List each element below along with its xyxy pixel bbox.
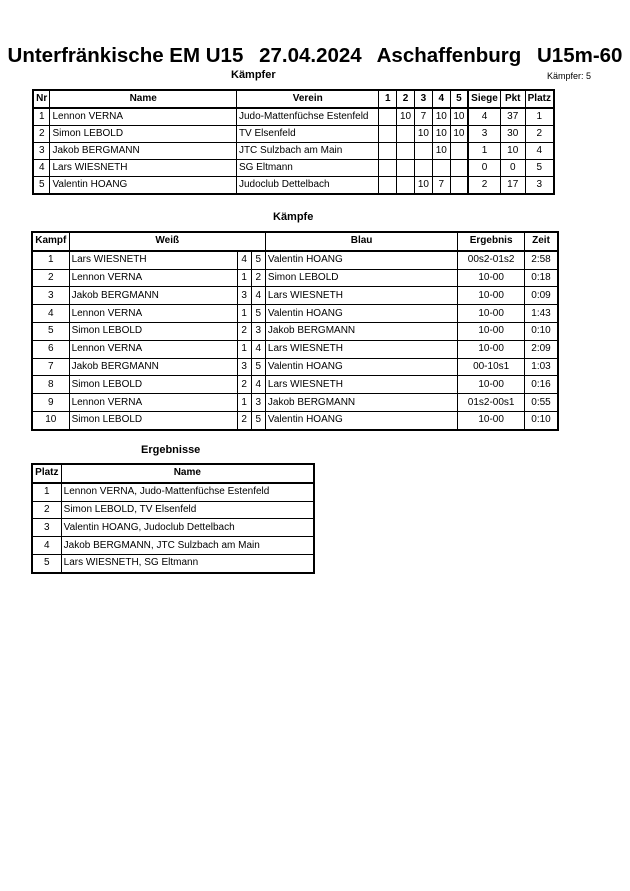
fight-number: 6 xyxy=(32,340,69,358)
fighter-r1 xyxy=(379,177,397,195)
fight-time: 0:55 xyxy=(525,394,558,412)
fight-white: Lars WIESNETH xyxy=(69,251,237,269)
fight-white: Lennon VERNA xyxy=(69,305,237,323)
col-name: Name xyxy=(50,90,236,108)
fighter-r4 xyxy=(432,160,450,177)
result-row xyxy=(32,554,314,572)
fight-blue-nr: 5 xyxy=(251,251,265,269)
result-row xyxy=(32,483,314,501)
fight-time: 0:09 xyxy=(525,287,558,305)
fight-row xyxy=(32,322,558,340)
fighter-nr: 4 xyxy=(33,160,50,177)
fighter-nr: 2 xyxy=(33,126,50,143)
fight-white-nr: 2 xyxy=(237,376,251,394)
fight-blue: Jakob BERGMANN xyxy=(265,394,457,412)
fighter-name: Lars WIESNETH xyxy=(50,160,236,177)
col-r5: 5 xyxy=(450,90,468,108)
fight-row xyxy=(32,340,558,358)
fighter-r4: 10 xyxy=(432,126,450,143)
fighter-nr: 5 xyxy=(33,177,50,195)
fighter-club: JTC Sulzbach am Main xyxy=(236,143,379,160)
results-table xyxy=(31,463,315,574)
fighters-section-title: Kämpfer xyxy=(231,69,276,81)
fighter-name: Simon LEBOLD xyxy=(50,126,236,143)
fighter-r1 xyxy=(379,126,397,143)
fight-white: Lennon VERNA xyxy=(69,269,237,287)
fight-blue-nr: 5 xyxy=(251,305,265,323)
title-event: Unterfränkische EM U15 xyxy=(7,44,244,67)
col-zeit: Zeit xyxy=(525,232,558,251)
fight-row xyxy=(32,305,558,323)
col-ergebnis: Ergebnis xyxy=(458,232,525,251)
fight-white: Simon LEBOLD xyxy=(69,322,237,340)
fight-number: 8 xyxy=(32,376,69,394)
page-title xyxy=(0,44,630,68)
fighter-r5 xyxy=(450,160,468,177)
result-name: Jakob BERGMANN, JTC Sulzbach am Main xyxy=(61,537,314,555)
fighter-pkt: 0 xyxy=(500,160,525,177)
fight-white-nr: 1 xyxy=(237,340,251,358)
result-platz: 3 xyxy=(32,519,61,537)
fight-result: 10-00 xyxy=(458,411,525,429)
fight-time: 0:16 xyxy=(525,376,558,394)
fighter-platz: 2 xyxy=(525,126,554,143)
fight-blue-nr: 2 xyxy=(251,269,265,287)
fights-section-title: Kämpfe xyxy=(273,211,314,223)
fight-number: 7 xyxy=(32,358,69,376)
col-platz: Platz xyxy=(32,464,61,483)
fighter-name: Valentin HOANG xyxy=(50,177,236,195)
fight-blue-nr: 5 xyxy=(251,358,265,376)
fighters-count: Kämpfer: 5 xyxy=(547,71,592,81)
title-location: Aschaffenburg xyxy=(376,44,522,67)
fight-number: 1 xyxy=(32,251,69,269)
fight-blue: Lars WIESNETH xyxy=(265,376,457,394)
result-name: Simon LEBOLD, TV Elsenfeld xyxy=(61,501,314,519)
fighter-r2 xyxy=(397,126,415,143)
fight-result: 00s2-01s2 xyxy=(458,251,525,269)
fighter-r5 xyxy=(450,177,468,195)
fighter-siege: 0 xyxy=(468,160,500,177)
col-name: Name xyxy=(61,464,314,483)
fighter-siege: 3 xyxy=(468,126,500,143)
fight-result: 10-00 xyxy=(458,322,525,340)
fighter-name: Jakob BERGMANN xyxy=(50,143,236,160)
fighter-r1 xyxy=(379,160,397,177)
fight-blue: Lars WIESNETH xyxy=(265,340,457,358)
fight-time: 1:03 xyxy=(525,358,558,376)
fighter-club: TV Elsenfeld xyxy=(236,126,379,143)
result-row xyxy=(32,537,314,555)
fight-blue-nr: 3 xyxy=(251,394,265,412)
fight-number: 4 xyxy=(32,305,69,323)
fighter-nr: 3 xyxy=(33,143,50,160)
col-platz: Platz xyxy=(525,90,554,108)
fighter-r2 xyxy=(397,160,415,177)
fighter-club: SG Eltmann xyxy=(236,160,379,177)
fight-row xyxy=(32,411,558,429)
col-siege: Siege xyxy=(468,90,500,108)
fighters-header-row xyxy=(33,90,554,108)
fight-white: Lennon VERNA xyxy=(69,340,237,358)
fight-result: 00-10s1 xyxy=(458,358,525,376)
fighter-club: Judo-Mattenfüchse Estenfeld xyxy=(236,108,379,126)
fight-row xyxy=(32,269,558,287)
fight-white-nr: 4 xyxy=(237,251,251,269)
fight-result: 10-00 xyxy=(458,340,525,358)
fight-blue-nr: 4 xyxy=(251,340,265,358)
results-section-title: Ergebnisse xyxy=(141,444,201,456)
fighter-pkt: 10 xyxy=(500,143,525,160)
fight-result: 10-00 xyxy=(458,269,525,287)
col-club: Verein xyxy=(236,90,379,108)
col-nr: Nr xyxy=(33,90,50,108)
fight-white-nr: 2 xyxy=(237,322,251,340)
fighter-row xyxy=(33,177,554,195)
fighter-platz: 4 xyxy=(525,143,554,160)
fight-blue: Valentin HOANG xyxy=(265,305,457,323)
fight-white-nr: 3 xyxy=(237,358,251,376)
fight-white: Jakob BERGMANN xyxy=(69,287,237,305)
col-r1: 1 xyxy=(379,90,397,108)
fight-blue-nr: 4 xyxy=(251,376,265,394)
result-platz: 4 xyxy=(32,537,61,555)
col-blau: Blau xyxy=(265,232,457,251)
fighter-pkt: 17 xyxy=(500,177,525,195)
fighter-siege: 4 xyxy=(468,108,500,126)
fight-number: 5 xyxy=(32,322,69,340)
col-kampf: Kampf xyxy=(32,232,69,251)
fight-time: 0:10 xyxy=(525,322,558,340)
fight-row xyxy=(32,358,558,376)
fighter-r4: 10 xyxy=(432,108,450,126)
fight-time: 0:18 xyxy=(525,269,558,287)
fighter-r4: 7 xyxy=(432,177,450,195)
fight-white: Jakob BERGMANN xyxy=(69,358,237,376)
fight-result: 01s2-00s1 xyxy=(458,394,525,412)
fight-white: Lennon VERNA xyxy=(69,394,237,412)
title-category: U15m-60 xyxy=(536,44,623,67)
fighter-r5: 10 xyxy=(450,108,468,126)
fighter-nr: 1 xyxy=(33,108,50,126)
fighter-r1 xyxy=(379,143,397,160)
fighter-r4: 10 xyxy=(432,143,450,160)
fight-blue: Valentin HOANG xyxy=(265,358,457,376)
col-pkt: Pkt xyxy=(500,90,525,108)
fighter-siege: 1 xyxy=(468,143,500,160)
fighter-pkt: 37 xyxy=(500,108,525,126)
fight-white-nr: 1 xyxy=(237,269,251,287)
result-row xyxy=(32,519,314,537)
fighter-r1 xyxy=(379,108,397,126)
fighter-club: Judoclub Dettelbach xyxy=(236,177,379,195)
result-platz: 1 xyxy=(32,483,61,501)
fighters-table xyxy=(32,89,555,195)
fight-blue-nr: 3 xyxy=(251,322,265,340)
fight-time: 1:43 xyxy=(525,305,558,323)
fighter-pkt: 30 xyxy=(500,126,525,143)
fighter-r3: 10 xyxy=(414,177,432,195)
result-name: Valentin HOANG, Judoclub Dettelbach xyxy=(61,519,314,537)
fighter-r5: 10 xyxy=(450,126,468,143)
fight-row xyxy=(32,251,558,269)
fight-blue: Lars WIESNETH xyxy=(265,287,457,305)
fight-result: 10-00 xyxy=(458,376,525,394)
fighter-row xyxy=(33,160,554,177)
fight-row xyxy=(32,287,558,305)
fight-white: Simon LEBOLD xyxy=(69,411,237,429)
results-header-row xyxy=(32,464,314,483)
fight-blue-nr: 4 xyxy=(251,287,265,305)
fight-white-nr: 1 xyxy=(237,305,251,323)
fight-result: 10-00 xyxy=(458,305,525,323)
fighter-r3 xyxy=(414,143,432,160)
fighter-r2 xyxy=(397,143,415,160)
title-date: 27.04.2024 xyxy=(259,44,362,67)
fight-blue: Jakob BERGMANN xyxy=(265,322,457,340)
fight-blue: Valentin HOANG xyxy=(265,251,457,269)
result-row xyxy=(32,501,314,519)
fighter-row xyxy=(33,143,554,160)
fight-blue: Simon LEBOLD xyxy=(265,269,457,287)
fight-white-nr: 3 xyxy=(237,287,251,305)
col-weiss: Weiß xyxy=(69,232,265,251)
fighter-r2 xyxy=(397,177,415,195)
fight-number: 2 xyxy=(32,269,69,287)
col-r4: 4 xyxy=(432,90,450,108)
fighter-r3 xyxy=(414,160,432,177)
fight-result: 10-00 xyxy=(458,287,525,305)
fight-number: 9 xyxy=(32,394,69,412)
fighter-siege: 2 xyxy=(468,177,500,195)
fighter-platz: 5 xyxy=(525,160,554,177)
result-platz: 2 xyxy=(32,501,61,519)
fights-table xyxy=(31,231,559,431)
fighter-row xyxy=(33,108,554,126)
fight-blue-nr: 5 xyxy=(251,411,265,429)
fight-blue: Valentin HOANG xyxy=(265,411,457,429)
fighter-r2: 10 xyxy=(397,108,415,126)
fighter-r5 xyxy=(450,143,468,160)
fight-white: Simon LEBOLD xyxy=(69,376,237,394)
fights-header-row xyxy=(32,232,558,251)
col-r2: 2 xyxy=(397,90,415,108)
fighter-name: Lennon VERNA xyxy=(50,108,236,126)
fight-number: 3 xyxy=(32,287,69,305)
fight-number: 10 xyxy=(32,411,69,429)
fight-row xyxy=(32,394,558,412)
fight-time: 0:10 xyxy=(525,411,558,429)
fighter-platz: 1 xyxy=(525,108,554,126)
result-platz: 5 xyxy=(32,554,61,572)
fighter-r3: 10 xyxy=(414,126,432,143)
fight-time: 2:58 xyxy=(525,251,558,269)
fight-white-nr: 2 xyxy=(237,411,251,429)
fight-white-nr: 1 xyxy=(237,394,251,412)
result-name: Lars WIESNETH, SG Eltmann xyxy=(61,554,314,572)
col-r3: 3 xyxy=(414,90,432,108)
fight-time: 2:09 xyxy=(525,340,558,358)
fight-row xyxy=(32,376,558,394)
fighter-r3: 7 xyxy=(414,108,432,126)
fighter-row xyxy=(33,126,554,143)
result-name: Lennon VERNA, Judo-Mattenfüchse Estenfeld xyxy=(61,483,314,501)
fighter-platz: 3 xyxy=(525,177,554,195)
